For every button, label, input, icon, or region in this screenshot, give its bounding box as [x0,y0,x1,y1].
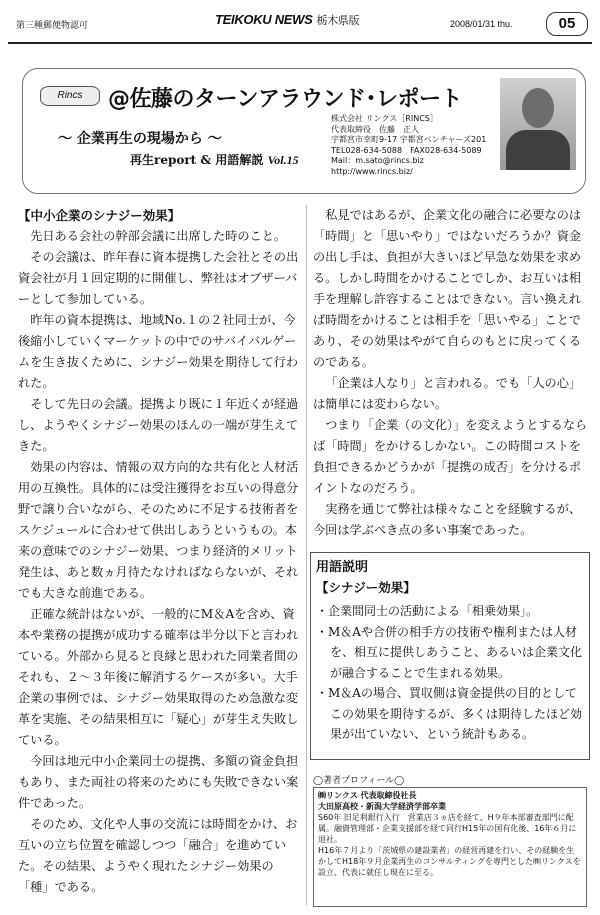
article-paragraph: 私見ではあるが、企業文化の融合に必要なのは「時間」と「思いやり」ではないだろうか？資金の出し手は、負担が大きいほど早急な効果を求める。しかし時間をかけることでしか、お互いは相手を理解し許容することはできない。言い換えれば時間をかけることは相手を「思いやる」ことであり、その効果はやがて自らのもとに戻ってくるのである。 [313,208,582,369]
article-paragraph: そして先日の会議。提携より既に１年近くが経過し、ようやくシナジー効果のほんの一端が芽生えてきた。 [18,397,299,453]
article-left-column [18,205,303,898]
article-paragraph: その会議は、昨年春に資本提携した会社とその出資会社が月１回定期的に開催し、弊社はオブザーバーとして参加している。 [18,250,299,306]
glossary-term: 【シナジー効果】 [316,580,416,595]
company-url: http://www.rincs.biz/ [331,166,413,176]
column-divider [306,205,307,905]
company-info [331,114,516,177]
glossary-item: ・M＆Aや合併の相手方の技術や権利または人材を、相互に提供しあうこと、あるいは企業文化が融合することで生まれる効果。 [316,624,583,680]
profile-text [318,790,582,878]
profile-heading: ◯著者プロフィール◯ [313,776,405,786]
volume-label: Vol.15 [267,153,299,167]
paper-title: TEIKOKU NEWS [215,12,313,27]
article-paragraph: 実務を通じて弊社は様々なことを経験するが、今回は学ぶべき点の多い事案であった。 [313,502,582,537]
profile-line: H16年７月より「茨城県の建設業者」の経営再建を行い、その経験を生かしてH18年９月企業再生のコンサルティングを専門とした㈱リンクスを設立、代表に就任し現在に至る。 [318,846,581,877]
newspaper-name [215,12,359,28]
author-photo [500,78,576,170]
page-number: 05 [546,12,588,36]
profile-line: ㈱リンクス 代表取締役社長 [318,791,417,800]
article-heading: 【中小企業のシナジー効果】 [18,208,181,223]
article-paragraph: 効果の内容は、情報の双方向的な共有化と人材活用の互換性。具体的には受注獲得をお互いの得意分野で譲り合いながら、そのために不足する技術者をスケジュールに合わせて供出しあうというもの。本来の意味でのシナジー効果、つまり経済的メリット発生は、あと数ヵ月待たなければならないが、それでも大きな前進である。 [18,460,299,600]
article-paragraph: 正確な統計はないが、一般的にM＆Aを含め、資本や業務の提携が成功する確率は半分以下と言われている。外部から見ると良縁と思われた同業者間のそれも、２～３年後に解消するケースが多い。大手企業の事例では、シナジー効果取得のため急激な変革を実施、その結果相互に「疑心」が芽生え失敗している。 [18,607,299,747]
postal-notice: 第三種郵便物認可 [16,21,89,31]
rincs-logo: Rincs [40,86,100,106]
company-address: 宇都宮市幸町9-17 宇都宮ベンチャーズ201 [331,135,487,144]
issue-date: 2008/01/31 thu. [450,19,513,29]
column-subtitle: ～ 企業再生の現場から ～ [58,131,222,147]
series-volume [130,151,299,168]
glossary-list [316,601,584,745]
article-right-column [313,205,588,541]
article-paragraph: そのため、文化や人事の交流には時間をかけ、お互いの立ち位置を確認しつつ「融合」を進めていた。その結果、ようやく現れたシナジー効果の「種」である。 [18,817,298,894]
series-label: 再生report & 用語解説 [130,153,264,167]
company-name: 株式会社 リンクス［RINCS］ [331,114,438,123]
column-title: @佐藤のターンアラウンド･レポート [108,87,463,112]
article-paragraph: 今回は地元中小企業同士の提携、多額の資金負担もあり、また両社の将来のためにも失敗できない案件であった。 [18,754,299,810]
company-tel: TEL028-634-5088 FAX028-634-5089 [331,145,482,155]
company-mail: Mail：m.sato@rincs.biz [331,156,424,165]
glossary-title: 用語説明 [316,560,369,575]
company-ceo: 代表取締役 佐藤 正人 [331,124,419,134]
profile-line: 大田原高校・新潟大学経済学部卒業 [318,802,446,811]
article-paragraph: 昨年の資本提携は、地域No.１の２社同士が、今後縮小していくマーケットの中でのサバイバルゲームを生き抜くために、シナジー効果を期待して行われた。 [18,313,299,390]
glossary-item: ・企業間同士の活動による「相乗効果」。 [316,604,539,618]
article-paragraph: 先日ある会社の幹部会議に出席した時のこと。 [30,229,287,243]
article-paragraph: つまり「企業（の文化）」を変えようとするならば「時間」をかけるしかない。この時間コストを負担できるかどうかが「提携の成否」を分けるポイントなのだろう。 [313,418,588,495]
glossary-item: ・M＆Aの場合、買収側は資金提供の目的としてこの効果を期待するが、多くは期待したほど効果が出ていない、という統計もある。 [316,686,583,741]
prefecture-edition: 栃木県版 [316,15,360,27]
profile-line: S60年 旧足利銀行入行 営業店３ヵ店を経て、H９年本部審査部門に配属。融資管理部・企業支援部を経て同行H15年の国有化後、16年６月に退社。 [318,813,577,844]
article-paragraph: 「企業は人なり」と言われる。でも「人の心」は簡単には変わらない。 [313,376,582,411]
